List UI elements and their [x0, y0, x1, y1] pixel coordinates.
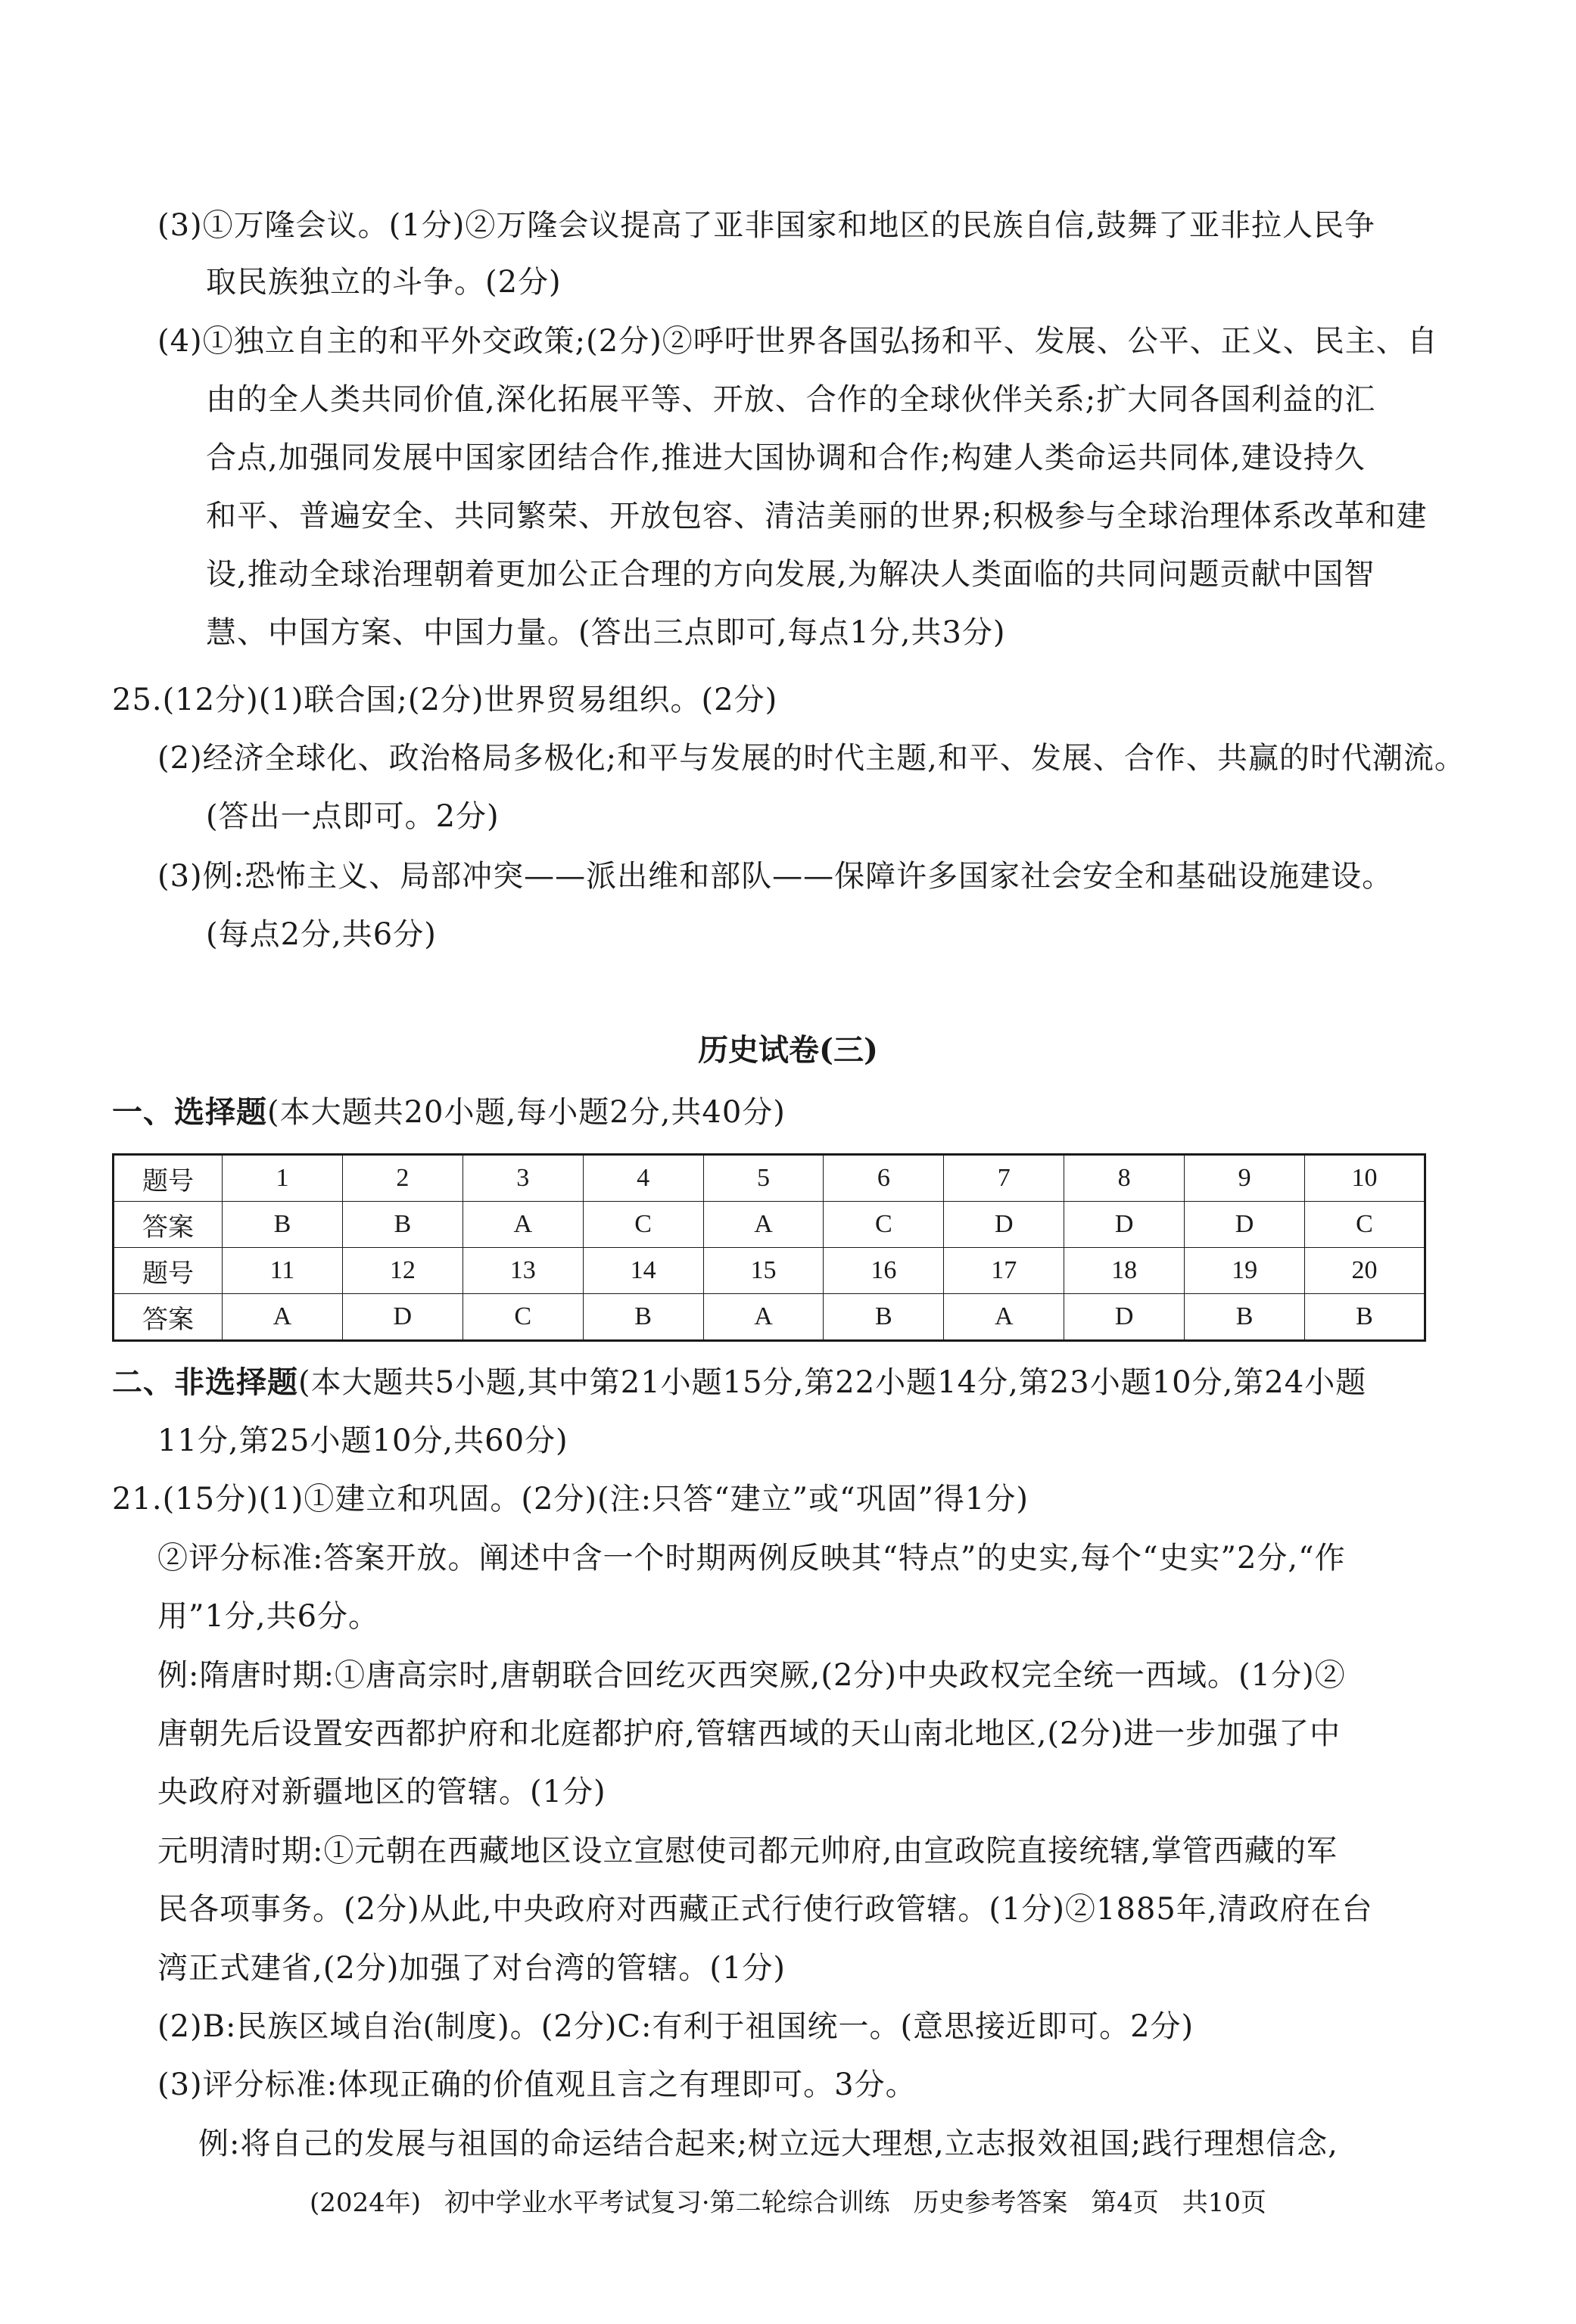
- table-cell: 18: [1064, 1248, 1185, 1294]
- table-cell: 8: [1064, 1155, 1185, 1202]
- table-row: [114, 1294, 1425, 1341]
- table-row-header: 答案: [114, 1202, 223, 1248]
- table-cell: 13: [463, 1248, 583, 1294]
- q25-line-1: 25.(12分)(1)联合国;(2分)世界贸易组织。(2分): [112, 683, 778, 717]
- footer-page: 第4页: [1091, 2188, 1159, 2218]
- table-cell: 5: [703, 1155, 824, 1202]
- table-cell: B: [583, 1294, 703, 1341]
- page-footer: [0, 2184, 1576, 2222]
- q25-line-2: (2)经济全球化、政治格局多极化;和平与发展的时代主题,和平、发展、合作、共赢的时代潮流。: [157, 741, 1465, 776]
- q21-line-8: 民各项事务。(2分)从此,中央政府对西藏正式行使行政管辖。(1分)②1885年,清政府在台: [157, 1892, 1373, 1927]
- q24-part4-line-3: 合点,加强同发展中国家团结合作,推进大国协调和合作;构建人类命运共同体,建设持久: [206, 440, 1366, 475]
- table-cell: 15: [703, 1248, 824, 1294]
- table-cell: C: [1305, 1202, 1425, 1248]
- section1-note: (本大题共20小题,每小题2分,共40分): [267, 1095, 786, 1130]
- table-cell: C: [583, 1202, 703, 1248]
- section2-heading-line: [112, 1361, 1366, 1404]
- q21-line-3: 用”1分,共6分。: [157, 1599, 380, 1634]
- footer-series: 初中学业水平考试复习·第二轮综合训练: [444, 2188, 890, 2218]
- table-cell: 6: [824, 1155, 944, 1202]
- section2-note-1: (本大题共5小题,其中第21小题15分,第22小题14分,第23小题10分,第24小题: [298, 1365, 1367, 1400]
- q25-line-4: (3)例:恐怖主义、局部冲突——派出维和部队——保障许多国家社会安全和基础设施建设。: [157, 859, 1394, 894]
- table-cell: 1: [223, 1155, 343, 1202]
- table-cell: 9: [1185, 1155, 1305, 1202]
- table-cell: D: [1064, 1294, 1185, 1341]
- table-row-header: 答案: [114, 1294, 223, 1341]
- answer-table: [112, 1153, 1426, 1342]
- q21-line-9: 湾正式建省,(2分)加强了对台湾的管辖。(1分): [157, 1951, 786, 1986]
- section1-heading: 一、选择题: [112, 1094, 267, 1130]
- table-cell: A: [703, 1202, 824, 1248]
- table-cell: A: [223, 1294, 343, 1341]
- table-cell: D: [1064, 1202, 1185, 1248]
- table-cell: D: [1185, 1202, 1305, 1248]
- table-cell: D: [342, 1294, 463, 1341]
- q24-part3-line-2: 取民族独立的斗争。(2分): [206, 265, 562, 300]
- q24-part3-line-1: (3)①万隆会议。(1分)②万隆会议提高了亚非国家和地区的民族自信,鼓舞了亚非拉人民争: [157, 208, 1376, 243]
- q21-line-4: 例:隋唐时期:①唐高宗时,唐朝联合回纥灭西突厥,(2分)中央政权完全统一西域。(1分)②: [157, 1658, 1346, 1693]
- q24-part4-line-2: 由的全人类共同价值,深化拓展平等、开放、合作的全球伙伴关系;扩大同各国利益的汇: [206, 382, 1376, 417]
- table-cell: 14: [583, 1248, 703, 1294]
- q21-line-5: 唐朝先后设置安西都护府和北庭都护府,管辖西域的天山南北地区,(2分)进一步加强了中: [157, 1716, 1341, 1751]
- table-row-header: 题号: [114, 1248, 223, 1294]
- q21-line-1: 21.(15分)(1)①建立和巩固。(2分)(注:只答“建立”或“巩固”得1分): [112, 1482, 1029, 1517]
- table-cell: 12: [342, 1248, 463, 1294]
- table-row: [114, 1155, 1425, 1202]
- table-cell: B: [1305, 1294, 1425, 1341]
- table-row: [114, 1248, 1425, 1294]
- table-cell: 3: [463, 1155, 583, 1202]
- paper-title: 历史试卷(三): [698, 1032, 878, 1068]
- table-cell: 11: [223, 1248, 343, 1294]
- table-cell: A: [944, 1294, 1064, 1341]
- table-cell: 20: [1305, 1248, 1425, 1294]
- table-cell: C: [463, 1294, 583, 1341]
- q24-part4-line-5: 设,推动全球治理朝着更加公正合理的方向发展,为解决人类面临的共同问题贡献中国智: [206, 557, 1375, 592]
- table-cell: B: [1185, 1294, 1305, 1341]
- footer-total: 共10页: [1182, 2188, 1267, 2218]
- q24-part4-line-4: 和平、普遍安全、共同繁荣、开放包容、清洁美丽的世界;积极参与全球治理体系改革和建: [206, 499, 1428, 534]
- table-cell: 7: [944, 1155, 1064, 1202]
- q21-line-12: 例:将自己的发展与祖国的命运结合起来;树立远大理想,立志报效祖国;践行理想信念,: [198, 2126, 1338, 2161]
- table-cell: C: [824, 1202, 944, 1248]
- table-cell: A: [703, 1294, 824, 1341]
- q21-line-7: 元明清时期:①元朝在西藏地区设立宣慰使司都元帅府,由宣政院直接统辖,掌管西藏的军: [157, 1834, 1338, 1868]
- table-row: [114, 1202, 1425, 1248]
- table-cell: 16: [824, 1248, 944, 1294]
- table-row-header: 题号: [114, 1155, 223, 1202]
- q25-line-5: (每点2分,共6分): [206, 917, 437, 952]
- q21-line-2: ②评分标准:答案开放。阐述中含一个时期两例反映其“特点”的史实,每个“史实”2分,“作: [157, 1541, 1346, 1576]
- q25-line-3: (答出一点即可。2分): [206, 799, 500, 834]
- table-cell: B: [824, 1294, 944, 1341]
- q24-part4-line-1: (4)①独立自主的和平外交政策;(2分)②呼吁世界各国弘扬和平、发展、公平、正义、民主、自: [157, 324, 1438, 359]
- table-cell: A: [463, 1202, 583, 1248]
- footer-subject: 历史参考答案: [913, 2188, 1068, 2218]
- footer-year: (2024年): [309, 2188, 422, 2218]
- table-cell: 19: [1185, 1248, 1305, 1294]
- table-cell: B: [342, 1202, 463, 1248]
- section2-heading: 二、非选择题: [112, 1364, 298, 1400]
- section1-heading-line: [112, 1091, 786, 1134]
- q24-part4-line-6: 慧、中国方案、中国力量。(答出三点即可,每点1分,共3分): [206, 615, 1006, 650]
- table-cell: 4: [583, 1155, 703, 1202]
- q21-line-11: (3)评分标准:体现正确的价值观且言之有理即可。3分。: [157, 2067, 917, 2102]
- q21-line-10: (2)B:民族区域自治(制度)。(2分)C:有利于祖国统一。(意思接近即可。2分): [157, 2009, 1194, 2044]
- q21-line-6: 央政府对新疆地区的管辖。(1分): [157, 1775, 606, 1809]
- table-cell: D: [944, 1202, 1064, 1248]
- table-cell: 2: [342, 1155, 463, 1202]
- table-cell: 10: [1305, 1155, 1425, 1202]
- table-cell: 17: [944, 1248, 1064, 1294]
- section2-note-2: 11分,第25小题10分,共60分): [157, 1423, 568, 1458]
- table-cell: B: [223, 1202, 343, 1248]
